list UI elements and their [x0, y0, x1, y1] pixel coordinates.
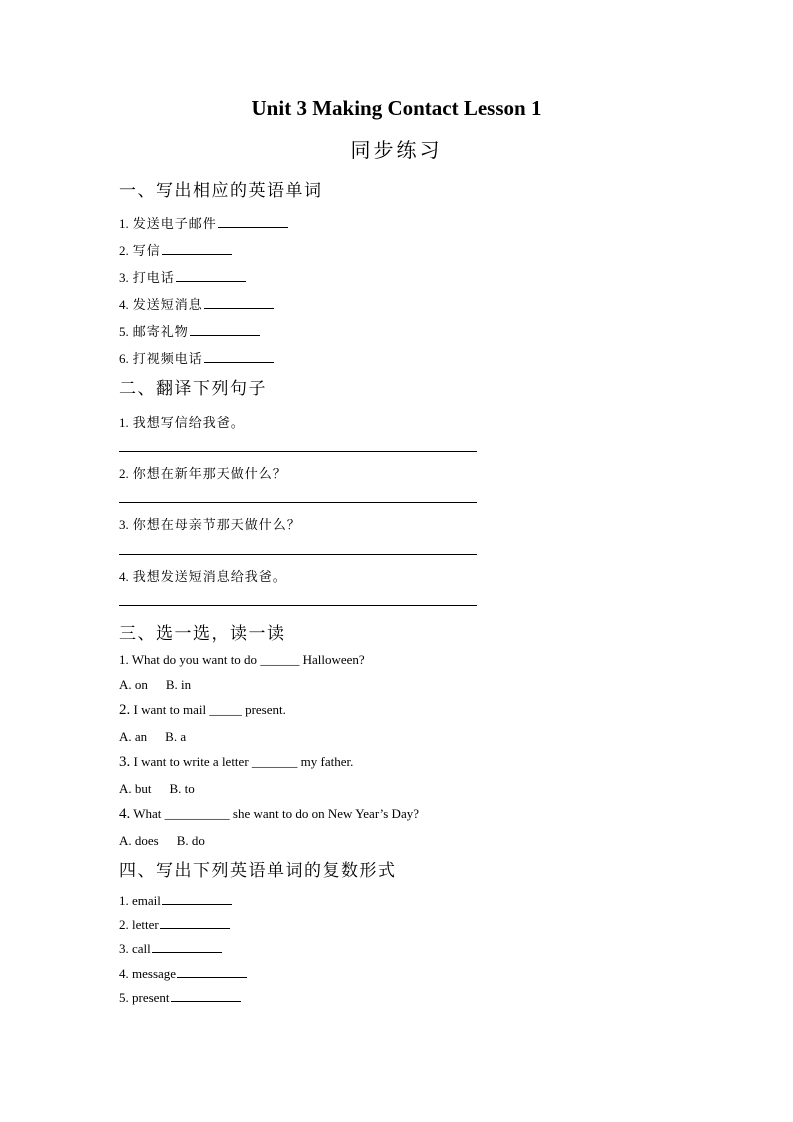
section1-item: 4. 发送短消息 — [119, 294, 274, 313]
section1-item: 5. 邮寄礼物 — [119, 321, 260, 340]
answer-line[interactable] — [119, 605, 477, 606]
question: 4. What __________ she want to do on New Year’s Day? — [119, 806, 419, 822]
answer-blank[interactable] — [218, 215, 288, 228]
section1-item: 6. 打视频电话 — [119, 348, 274, 367]
option[interactable]: B. in — [165, 677, 192, 692]
section4-item: 1. email — [119, 892, 232, 909]
option[interactable]: B. to — [169, 781, 195, 796]
page-title: Unit 3 Making Contact Lesson 1 — [251, 96, 542, 120]
answer-blank[interactable] — [160, 916, 230, 929]
question-options — [119, 677, 191, 693]
question: 2. I want to mail _____ present. — [119, 702, 286, 718]
answer-blank[interactable] — [162, 242, 232, 255]
answer-blank[interactable] — [162, 892, 232, 905]
section4-item: 5. present — [119, 989, 241, 1006]
answer-blank[interactable] — [204, 350, 274, 363]
section4-item: 3. call — [119, 940, 222, 957]
answer-blank[interactable] — [190, 323, 260, 336]
answer-blank[interactable] — [152, 940, 222, 953]
section4-item: 2. letter — [119, 916, 230, 933]
option[interactable]: A. but — [119, 781, 152, 796]
answer-blank[interactable] — [204, 296, 274, 309]
question-options — [119, 833, 205, 849]
answer-line[interactable] — [119, 451, 477, 452]
question-options — [119, 729, 186, 745]
section1-item: 1. 发送电子邮件 — [119, 213, 288, 232]
option[interactable]: A. on — [119, 677, 148, 692]
answer-blank[interactable] — [177, 965, 247, 978]
answer-blank[interactable] — [176, 269, 246, 282]
section2-item: 4. 我想发送短消息给我爸。 — [119, 569, 287, 585]
section2-item: 1. 我想写信给我爸。 — [119, 415, 245, 431]
section1-item: 3. 打电话 — [119, 267, 246, 286]
section4-heading: 四、写出下列英语单词的复数形式 — [119, 861, 397, 881]
section2-item: 3. 你想在母亲节那天做什么？ — [119, 517, 301, 533]
option[interactable]: B. a — [165, 729, 187, 744]
answer-line[interactable] — [119, 554, 477, 555]
section3-heading: 三、选一选，读一读 — [119, 624, 286, 644]
option[interactable]: B. do — [176, 833, 205, 848]
section2-item: 2. 你想在新年那天做什么？ — [119, 466, 287, 482]
question: 3. I want to write a letter _______ my father. — [119, 754, 354, 770]
section2-heading: 二、翻译下列句子 — [119, 379, 267, 399]
section1-item: 2. 写信 — [119, 240, 232, 259]
option[interactable]: A. does — [119, 833, 159, 848]
option[interactable]: A. an — [119, 729, 148, 744]
question-options — [119, 781, 195, 797]
answer-line[interactable] — [119, 502, 477, 503]
section4-item: 4. message — [119, 965, 247, 982]
answer-blank[interactable] — [171, 989, 241, 1002]
section1-heading: 一、写出相应的英语单词 — [119, 181, 323, 201]
page-subtitle: 同步练习 — [350, 138, 443, 162]
question: 1. What do you want to do ______ Halloween? — [119, 652, 365, 667]
